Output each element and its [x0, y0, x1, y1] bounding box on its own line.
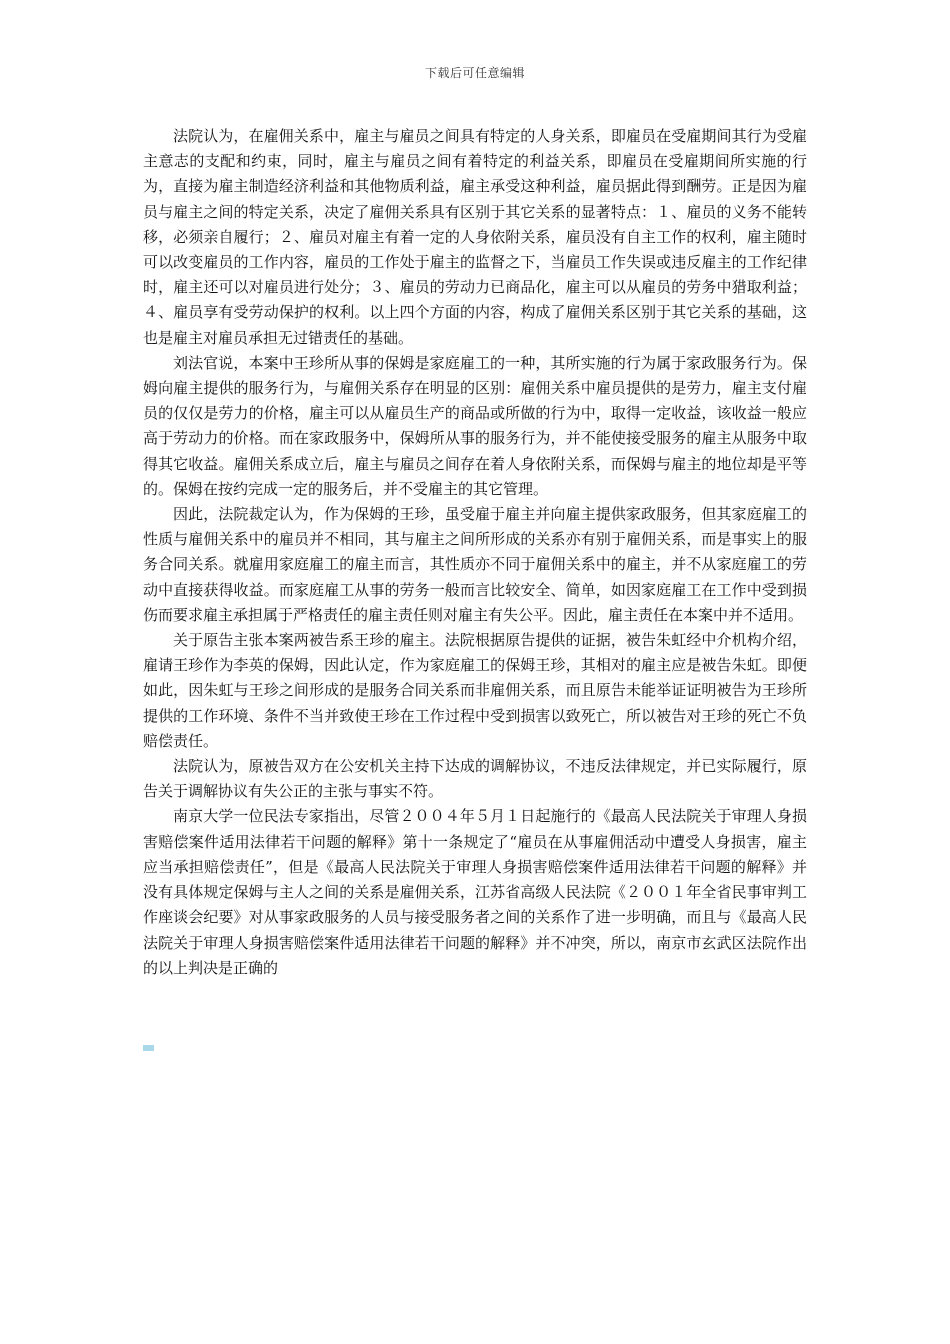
paragraph: 法院认为，原被告双方在公安机关主持下达成的调解协议，不违反法律规定，并已实际履行，原告关于调解协议有失公正的主张与事实不符。	[143, 757, 807, 801]
text-cursor-marker	[143, 1045, 154, 1051]
paragraph: 法院认为，在雇佣关系中，雇主与雇员之间具有特定的人身关系，即雇员在受雇期间其行为受雇主意志的支配和约束，同时，雇主与雇员之间有着特定的利益关系，即雇员在受雇期间所实施的行为，直接为雇主制造经济利益和其他物质利益，雇主承受这种利益，雇员据此得到酬劳。正是因为雇员与雇主之间的特定关系，决定了雇佣关系具有区别于其它关系的显著特点：１、雇员的义务不能转移，必须亲自履行；２、雇员对雇主有着一定的人身依附关系，雇员没有自主工作的权利，雇主随时可以改变雇员的工作内容，雇员的工作处于雇主的监督之下，当雇员工作失误或违反雇主的工作纪律时，雇主还可以对雇员进行处分；３、雇员的劳动力已商品化，雇主可以从雇员的劳务中猎取利益；４、雇员享有受劳动保护的权利。以上四个方面的内容，构成了雇佣关系区别于其它关系的基础，这也是雇主对雇员承担无过错责任的基础。	[143, 127, 807, 347]
document-body	[143, 124, 807, 981]
paragraph: 南京大学一位民法专家指出，尽管２００４年５月１日起施行的《最高人民法院关于审理人身损害赔偿案件适用法律若干问题的解释》第十一条规定了“雇员在从事雇佣活动中遭受人身损害，雇主应当承担赔偿责任”，但是《最高人民法院关于审理人身损害赔偿案件适用法律若干问题的解释》并没有具体规定保姆与主人之间的关系是雇佣关系，江苏省高级人民法院《２００１年全省民事审判工作座谈会纪要》对从事家政服务的人员与接受服务者之间的关系作了进一步明确，而且与《最高人民法院关于审理人身损害赔偿案件适用法律若干问题的解释》并不冲突，所以，南京市玄武区法院作出的以上判决是正确的	[143, 807, 807, 977]
page-header-note: 下载后可任意编辑	[424, 66, 525, 80]
paragraph: 因此，法院裁定认为，作为保姆的王珍，虽受雇于雇主并向雇主提供家政服务，但其家庭雇工的性质与雇佣关系中的雇员并不相同，其与雇主之间所形成的关系亦有别于雇佣关系，而是事实上的服务合同关系。就雇用家庭雇工的雇主而言，其性质亦不同于雇佣关系中的雇主，并不从家庭雇工的劳动中直接获得收益。而家庭雇工从事的劳务一般而言比较安全、简单，如因家庭雇工在工作中受到损伤而要求雇主承担属于严格责任的雇主责任则对雇主有失公平。因此，雇主责任在本案中并不适用。	[143, 505, 807, 624]
paragraph: 刘法官说，本案中王珍所从事的保姆是家庭雇工的一种，其所实施的行为属于家政服务行为。保姆向雇主提供的服务行为，与雇佣关系存在明显的区别：雇佣关系中雇员提供的是劳力，雇主支付雇员的仅仅是劳力的价格，雇主可以从雇员生产的商品或所做的行为中，取得一定收益，该收益一般应高于劳动力的价格。而在家政服务中，保姆所从事的服务行为，并不能使接受服务的雇主从服务中取得其它收益。雇佣关系成立后，雇主与雇员之间存在着人身依附关系，而保姆与雇主的地位却是平等的。保姆在按约完成一定的服务后，并不受雇主的其它管理。	[143, 353, 807, 498]
paragraph: 关于原告主张本案两被告系王珍的雇主。法院根据原告提供的证据，被告朱虹经中介机构介绍，雇请王珍作为李英的保姆，因此认定，作为家庭雇工的保姆王珍，其相对的雇主应是被告朱虹。即便如此，因朱虹与王珍之间形成的是服务合同关系而非雇佣关系，而且原告未能举证证明被告为王珍所提供的工作环境、条件不当并致使王珍在工作过程中受到损害以致死亡，所以被告对王珍的死亡不负赔偿责任。	[143, 631, 807, 750]
